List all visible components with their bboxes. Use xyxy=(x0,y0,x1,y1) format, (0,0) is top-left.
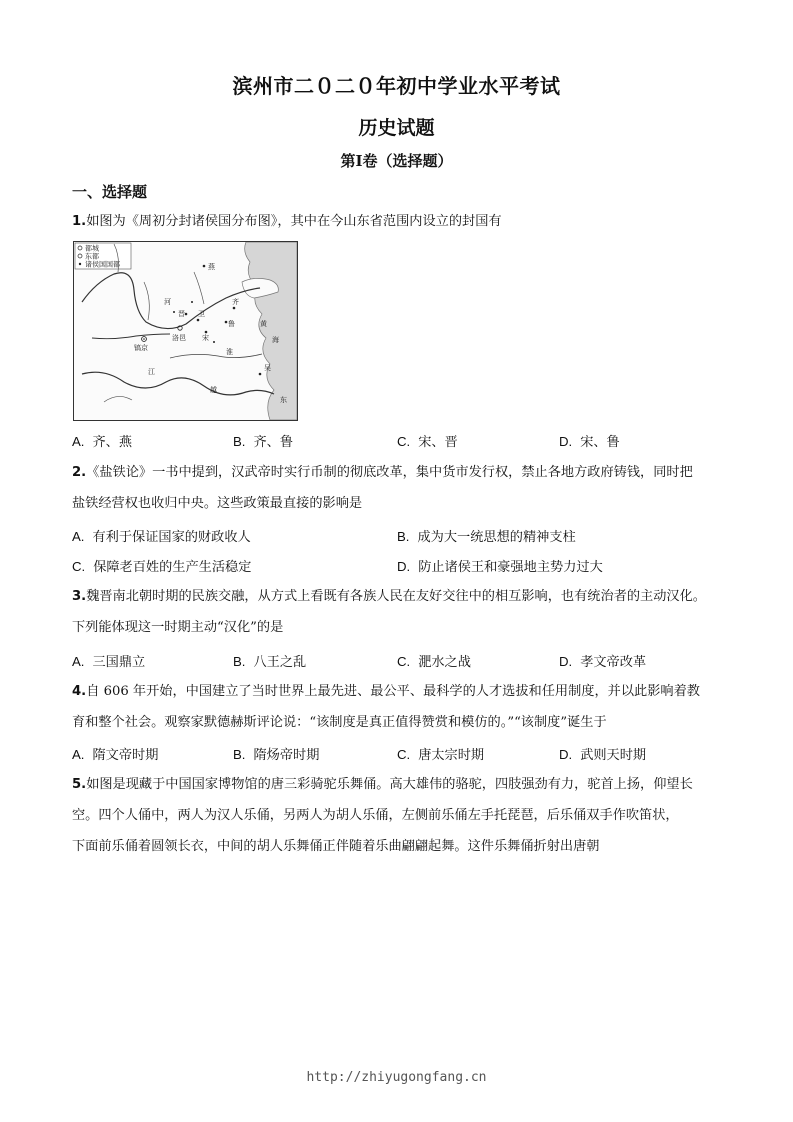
label-jin: 晋 xyxy=(178,310,185,318)
legend-capital: 都城 xyxy=(85,244,99,253)
legend-vassal-capital: 诸侯国国都 xyxy=(85,260,120,269)
wei-marker xyxy=(197,319,200,322)
question-2 xyxy=(72,457,722,519)
label-qi: 齐 xyxy=(232,298,239,306)
yangtze-river xyxy=(82,372,274,395)
question-4 xyxy=(72,676,722,738)
label-dong: 东 xyxy=(280,396,287,404)
jin-marker xyxy=(185,313,188,316)
q1-options xyxy=(72,431,722,455)
volume-title: 第Ⅰ卷（选择题） xyxy=(340,152,453,170)
question-line: 育和整个社会。观察家默德赫斯评论说：“该制度是真正值得赞赏和模仿的。”“该制度”诞生于 xyxy=(72,715,607,730)
option-b[interactable]: B. 八王之乱 xyxy=(233,654,307,670)
question-line: 盐铁经营权也收归中央。这些政策最直接的影响是 xyxy=(72,496,363,511)
question-line: 4.自 606 年开始，中国建立了当时世界上最先进、最公平、最科学的人才选拔和任用制度，并以此影响着教 xyxy=(72,684,700,699)
question-line: 下列能体现这一时期主动“汉化”的是 xyxy=(72,620,284,635)
lu-marker xyxy=(225,321,228,324)
label-wu: 吴 xyxy=(264,364,271,372)
map-graphic xyxy=(74,242,297,420)
huai-river xyxy=(170,354,262,358)
option-c[interactable]: C. 保障老百姓的生产生活稳定 xyxy=(72,559,252,575)
label-lu: 鲁 xyxy=(228,320,235,328)
question-number: 4. xyxy=(72,684,87,699)
question-1 xyxy=(72,206,722,237)
tributary xyxy=(194,272,204,304)
wu-marker xyxy=(259,373,262,376)
label-he: 河 xyxy=(164,298,171,306)
song-marker xyxy=(205,331,208,334)
label-wei: 卫 xyxy=(198,310,205,318)
question-text: 如图为《周初分封诸侯国分布图》，其中在今山东省范围内设立的封国有 xyxy=(86,214,502,229)
subject-title: 历史试题 xyxy=(358,117,435,139)
option-d[interactable]: D. 武则天时期 xyxy=(559,747,647,763)
question-line: 2.《盐铁论》一书中提到，汉武帝时实行币制的彻底改革，集中货市发行权，禁止各地方政府铸钱，同时把 xyxy=(72,465,693,480)
tributary xyxy=(104,396,132,402)
option-a[interactable]: A. 隋文帝时期 xyxy=(72,747,159,763)
label-haojing: 镐京 xyxy=(134,344,148,352)
label-yue: 越 xyxy=(210,386,217,394)
question-number: 3. xyxy=(72,589,87,604)
tributary xyxy=(144,282,149,320)
label-luoyi: 洛邑 xyxy=(172,334,186,342)
option-d[interactable]: D. 孝文帝改革 xyxy=(559,654,647,670)
option-c[interactable]: C. 淝水之战 xyxy=(397,654,471,670)
option-c[interactable]: C. 宋、晋 xyxy=(397,434,458,450)
q2-options-row1 xyxy=(72,526,722,550)
footer-url[interactable]: http://zhiyugongfang.cn xyxy=(306,1070,487,1085)
legend-east-capital: 东都 xyxy=(85,252,99,261)
yan-marker xyxy=(203,265,206,268)
label-song: 宋 xyxy=(202,334,209,342)
legend-vassal-symbol xyxy=(79,263,81,265)
option-d[interactable]: D. 宋、鲁 xyxy=(559,434,620,450)
qi-marker xyxy=(233,307,236,310)
question-line: 5.如图是现藏于中国国家博物馆的唐三彩骑驼乐舞俑。高大雄伟的骆驼，四肢强劲有力，驼首上扬，仰望长 xyxy=(72,777,693,792)
label-yan: 燕 xyxy=(208,263,215,271)
option-a[interactable]: A. 三国鼎立 xyxy=(72,654,146,670)
option-b[interactable]: B. 成为大一统思想的精神支柱 xyxy=(397,529,576,545)
question-line: 3.魏晋南北朝时期的民族交融，从方式上看既有各族人民在友好交往中的相互影响，也有统治者的主动汉化。 xyxy=(72,589,706,604)
question-number: 5. xyxy=(72,777,87,792)
option-d[interactable]: D. 防止诸侯王和豪强地主势力过大 xyxy=(397,559,603,575)
zhou-feudal-states-map xyxy=(73,241,298,421)
q4-options xyxy=(72,744,722,768)
option-c[interactable]: C. 唐太宗时期 xyxy=(397,747,485,763)
q2-options-row2 xyxy=(72,556,722,580)
option-b[interactable]: B. 齐、鲁 xyxy=(233,434,294,450)
label-hai: 海 xyxy=(272,336,279,344)
question-line: 下面前乐俑着圆领长衣，中间的胡人乐舞俑正伴随着乐曲翩翩起舞。这件乐舞俑折射出唐朝 xyxy=(72,839,600,854)
option-a[interactable]: A. 齐、燕 xyxy=(72,434,133,450)
question-3 xyxy=(72,581,722,643)
question-number: 1. xyxy=(72,214,87,229)
question-line: 空。四个人俑中，两人为汉人乐俑，另两人为胡人乐俑，左侧前乐俑左手托琵琶，后乐俑双手作吹笛状， xyxy=(72,808,679,823)
option-b[interactable]: B. 隋炀帝时期 xyxy=(233,747,320,763)
question-number: 2. xyxy=(72,465,87,480)
q3-options xyxy=(72,651,722,675)
exam-title: 滨州市二０二０年初中学业水平考试 xyxy=(232,74,561,98)
label-jiang: 江 xyxy=(148,368,155,376)
question-5 xyxy=(72,769,722,862)
wei-river xyxy=(92,334,170,339)
section-heading: 一、选择题 xyxy=(72,183,148,201)
label-huang: 黄 xyxy=(260,320,267,328)
label-huai: 淮 xyxy=(226,348,233,356)
option-a[interactable]: A. 有利于保证国家的财政收人 xyxy=(72,529,251,545)
